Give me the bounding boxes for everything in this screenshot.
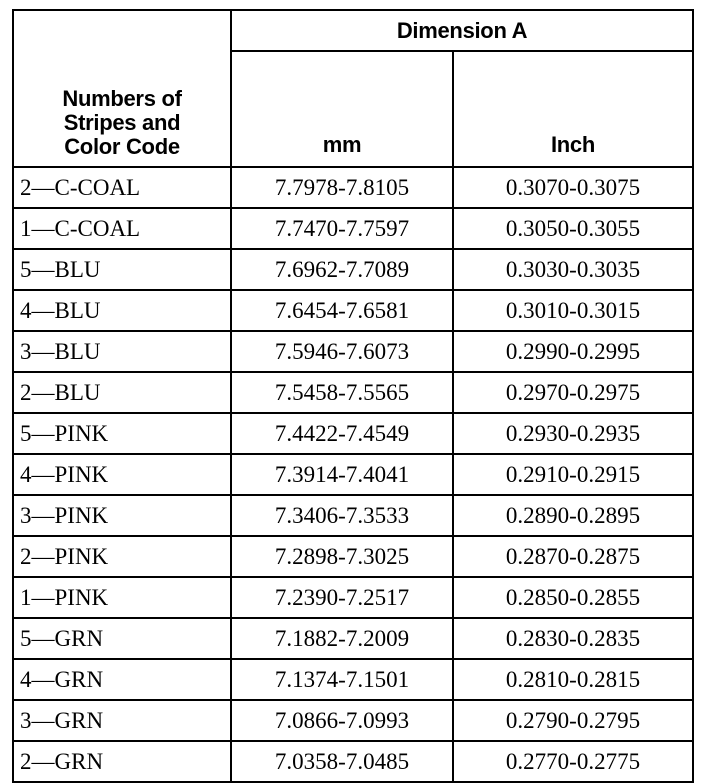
inch-range-cell: 0.2890-0.2895: [453, 495, 693, 536]
inch-range-cell: 0.3010-0.3015: [453, 290, 693, 331]
table-row: [13, 290, 693, 331]
table-row: [13, 495, 693, 536]
mm-range-cell: 7.6962-7.7089: [231, 249, 453, 290]
table-row: [13, 618, 693, 659]
mm-range-cell: 7.5946-7.6073: [231, 331, 453, 372]
table-row: [13, 700, 693, 741]
mm-range-cell: 7.3914-7.4041: [231, 454, 453, 495]
inch-range-cell: 0.2930-0.2935: [453, 413, 693, 454]
stripe-color-code-cell: 5—GRN: [13, 618, 231, 659]
header-row-group: [13, 10, 693, 51]
stripe-color-code-cell: 2—C-COAL: [13, 167, 231, 208]
table-row: [13, 331, 693, 372]
table-header: [13, 10, 693, 167]
stripe-color-code-cell: 4—PINK: [13, 454, 231, 495]
table-row: [13, 167, 693, 208]
inch-range-cell: 0.3030-0.3035: [453, 249, 693, 290]
inch-range-cell: 0.2850-0.2855: [453, 577, 693, 618]
table-row: [13, 372, 693, 413]
stripe-color-code-cell: 4—BLU: [13, 290, 231, 331]
table-row: [13, 741, 693, 782]
stub-header-line: Numbers of: [62, 86, 182, 111]
stripe-color-code-cell: 1—PINK: [13, 577, 231, 618]
stripe-color-code-cell: 3—BLU: [13, 331, 231, 372]
inch-range-cell: 0.2970-0.2975: [453, 372, 693, 413]
table-row: [13, 413, 693, 454]
mm-range-cell: 7.5458-7.5565: [231, 372, 453, 413]
stripe-color-code-cell: 1—C-COAL: [13, 208, 231, 249]
stripe-color-code-cell: 2—BLU: [13, 372, 231, 413]
mm-range-cell: 7.4422-7.4549: [231, 413, 453, 454]
mm-range-cell: 7.1882-7.2009: [231, 618, 453, 659]
inch-range-cell: 0.2910-0.2915: [453, 454, 693, 495]
mm-range-cell: 7.2898-7.3025: [231, 536, 453, 577]
stub-header-line: Stripes and: [63, 110, 181, 135]
dimension-table: [12, 9, 694, 783]
table-body: [13, 167, 693, 782]
stub-header-line: Color Code: [64, 134, 180, 159]
table-row: [13, 454, 693, 495]
mm-range-cell: 7.1374-7.1501: [231, 659, 453, 700]
stripe-color-code-cell: 5—PINK: [13, 413, 231, 454]
inch-column-header: Inch: [453, 51, 693, 167]
mm-range-cell: 7.0358-7.0485: [231, 741, 453, 782]
inch-range-cell: 0.2790-0.2795: [453, 700, 693, 741]
stripe-color-code-cell: 2—PINK: [13, 536, 231, 577]
stripes-color-code-header: [13, 10, 231, 167]
inch-range-cell: 0.2870-0.2875: [453, 536, 693, 577]
mm-column-header: mm: [231, 51, 453, 167]
mm-range-cell: 7.3406-7.3533: [231, 495, 453, 536]
inch-range-cell: 0.2990-0.2995: [453, 331, 693, 372]
inch-range-cell: 0.3070-0.3075: [453, 167, 693, 208]
mm-range-cell: 7.0866-7.0993: [231, 700, 453, 741]
table-row: [13, 536, 693, 577]
stripe-color-code-cell: 5—BLU: [13, 249, 231, 290]
mm-range-cell: 7.7470-7.7597: [231, 208, 453, 249]
stripe-color-code-cell: 2—GRN: [13, 741, 231, 782]
stripe-color-code-cell: 3—GRN: [13, 700, 231, 741]
table-row: [13, 249, 693, 290]
stripe-color-code-cell: 4—GRN: [13, 659, 231, 700]
inch-range-cell: 0.2770-0.2775: [453, 741, 693, 782]
table-row: [13, 208, 693, 249]
inch-range-cell: 0.2810-0.2815: [453, 659, 693, 700]
inch-range-cell: 0.2830-0.2835: [453, 618, 693, 659]
table-row: [13, 577, 693, 618]
mm-range-cell: 7.7978-7.8105: [231, 167, 453, 208]
stripe-color-code-cell: 3—PINK: [13, 495, 231, 536]
mm-range-cell: 7.6454-7.6581: [231, 290, 453, 331]
table-row: [13, 659, 693, 700]
inch-range-cell: 0.3050-0.3055: [453, 208, 693, 249]
dimension-a-header: Dimension A: [231, 10, 693, 51]
mm-range-cell: 7.2390-7.2517: [231, 577, 453, 618]
